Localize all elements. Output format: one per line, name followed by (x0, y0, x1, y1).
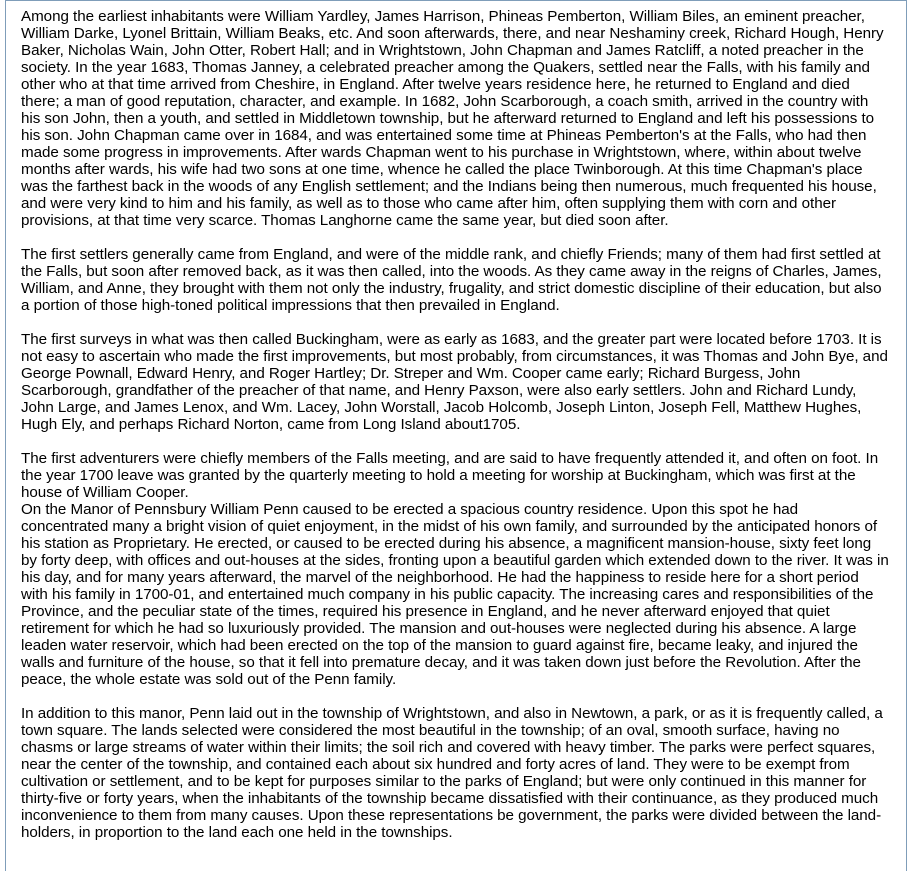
paragraph-first-adventurers: The first adventurers were chiefly members of the Falls meeting, and are said to have frequently attended it, and often on foot. In the year 1700 leave was granted by the quarterly meeting to hold a meeting for worship at Buckingham, which was first at the house of William Cooper. (21, 450, 879, 501)
paragraph-early-inhabitants: Among the earliest inhabitants were William Yardley, James Harrison, Phineas Pemberton, William Biles, an eminent preacher, William Darke, Lyonel Brittain, William Beaks, etc. And soon afterwards, there, and near Neshaminy creek, Richard Hough, Henry Baker, Nicholas Wain, John Otter, Robert Hall; and in Wrightstown, John Chapman and James Ratcliff, a noted preacher in the society. In the year 1683, Thomas Janney, a celebrated preacher among the Quakers, settled near the Falls, with his family and other who at that time arrived from Cheshire, in England. After twelve years residence here, he returned to England and died there; a man of good reputation, character, and example. In 1682, John Scarborough, a coach smith, arrived in the country with his son John, then a youth, and settled in Middletown township, but he afterward returned to England and left his possessions to his son. John Chapman came over in 1684, and was entertained some time at Phineas Pemberton's at the Falls, who had then made some progress in improvements. After wards Chapman went to his purchase in Wrightstown, where, within about twelve months after wards, his wife had two sons at one time, whence he called the place Twinborough. At this time Chapman's place was the farthest back in the woods of any English settlement; and the Indians being then numerous, much frequented his house, and were very kind to him and his family, as well as to those who came after him, often supplying them with corn and other provisions, at that time very scarce. Thomas Langhorne came the same year, but died soon after. (21, 8, 884, 229)
paragraph-town-square-parks: In addition to this manor, Penn laid out in the township of Wrightstown, and also in Newtown, a park, or as it is frequently called, a town square. The lands selected were considered the most beautiful in the township; of an oval, smooth surface, having no chasms or large streams of water within their limits; the soil rich and covered with heavy timber. The parks were perfect squares, near the center of the township, and contained each about six hundred and forty acres of land. They were to be exempt from cultivation or settlement, and to be kept for purposes similar to the parks of England; but were only continued in this manner for thirty-five or forty years, when the inhabitants of the township became dissatisfied with their continuance, as they produced much inconvenience to them from many causes. Upon these representations be government, the parks were divided between the land-holders, in proportion to the land each one held in the townships. (21, 705, 883, 841)
document-page (5, 0, 907, 871)
document-body (21, 8, 889, 858)
paragraph-manor-of-pennsbury: On the Manor of Pennsbury William Penn caused to be erected a spacious country residence. Upon this spot he had concentrated many a bright vision of quiet enjoyment, in the midst of his own family, and surrounded by the anticipated honors of his station as Proprietary. He erected, or caused to be erected during his absence, a magnificent mansion-house, sixty feet long by forty deep, with offices and out-houses at the sides, fronting upon a beautiful garden which extended down to the river. It was in his day, and for many years afterward, the marvel of the neighborhood. He had the happiness to reside here for a short period with his family in 1700-01, and entertained much company in his public capacity. The increasing cares and responsibilities of the Province, and the peculiar state of the times, required his presence in England, and he never afterward enjoyed that quiet retirement for which he had so luxuriously provided. The mansion and out-houses were neglected during his absence. A large leaden water reservoir, which had been erected on the top of the mansion to guard against fire, became leaky, and injured the walls and furniture of the house, so that it fell into premature decay, and it was taken down just before the Revolution. After the peace, the whole estate was sold out of the Penn family. (21, 501, 889, 688)
paragraph-first-settlers: The first settlers generally came from England, and were of the middle rank, and chiefly Friends; many of them had first settled at the Falls, but soon after removed back, as it was then called, into the woods. As they came away in the reigns of Charles, James, William, and Anne, they brought with them not only the industry, frugality, and strict domestic discipline of their education, but also a portion of those high-toned political impressions that then prevailed in England. (21, 246, 882, 314)
paragraph-first-surveys: The first surveys in what was then called Buckingham, were as early as 1683, and the greater part were located before 1703. It is not easy to ascertain who made the first improvements, but most probably, from circumstances, it was Thomas and John Bye, and George Pownall, Edward Henry, and Roger Hartley; Dr. Streper and Wm. Cooper came early; Richard Burgess, John Scarborough, grandfather of the preacher of that name, and Henry Paxson, were also early settlers. John and Richard Lundy, John Large, and James Lenox, and Wm. Lacey, John Worstall, Jacob Holcomb, Joseph Linton, Joseph Fell, Matthew Hughes, Hugh Ely, and perhaps Richard Norton, came from Long Island about1705. (21, 331, 888, 433)
